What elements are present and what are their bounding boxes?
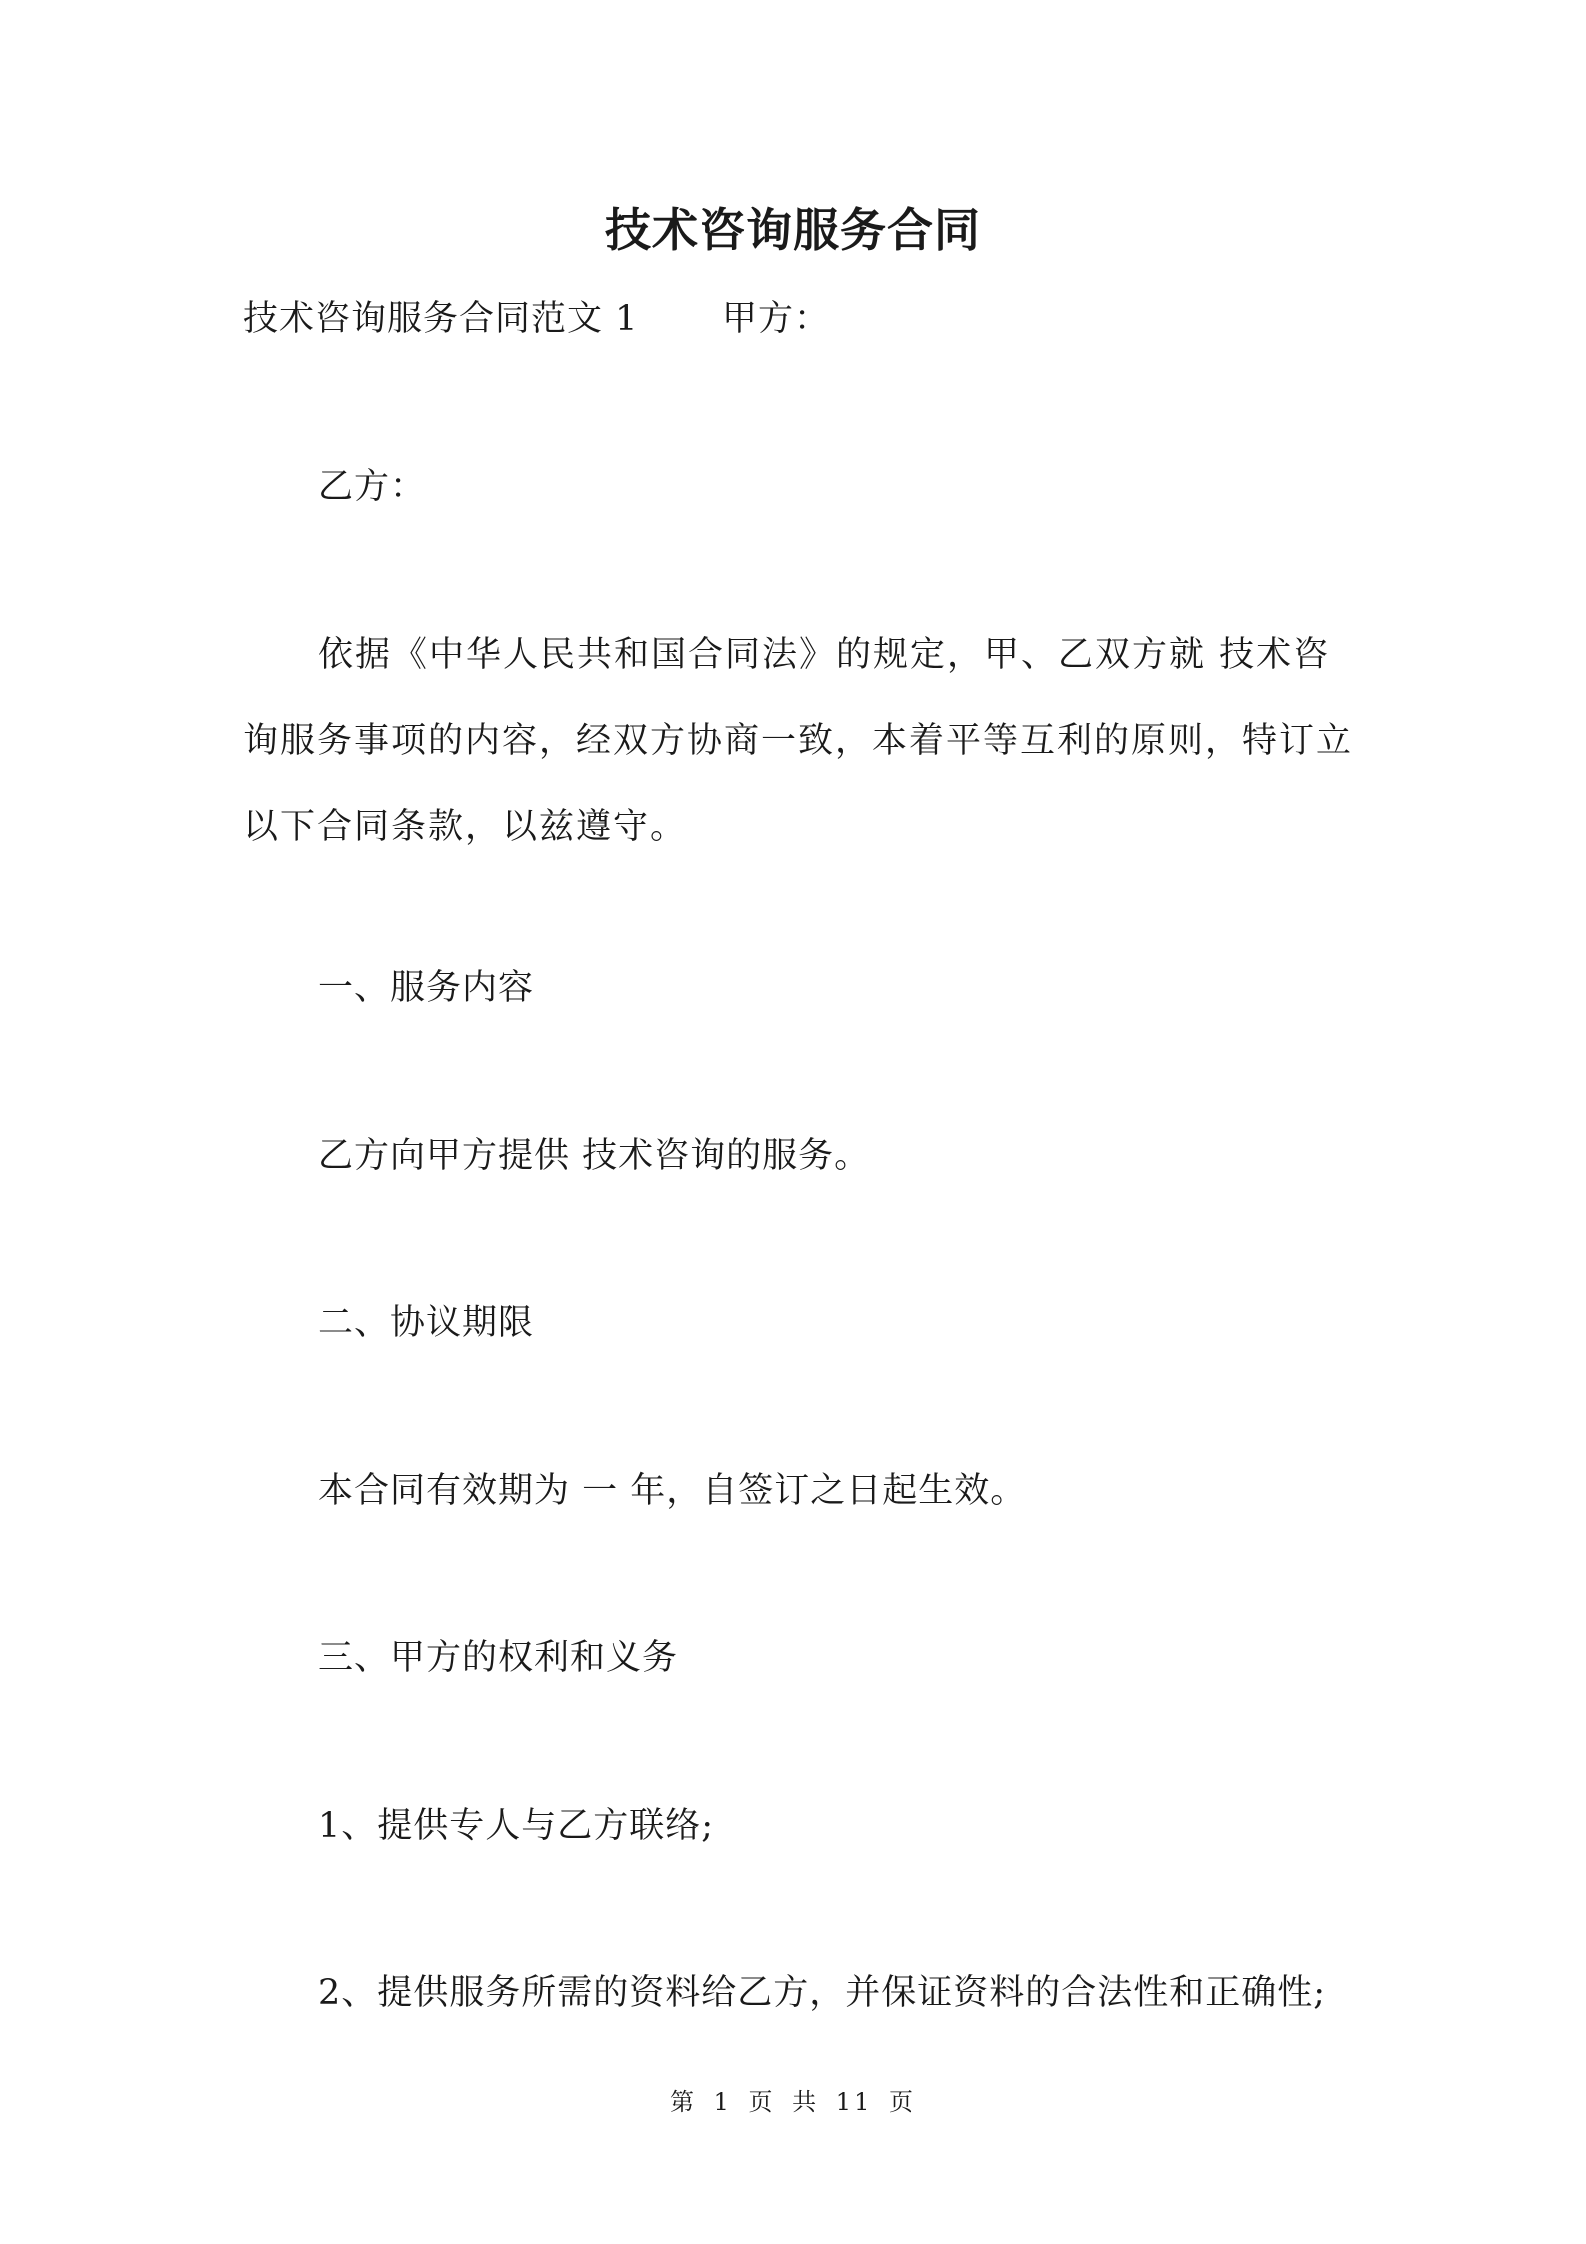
section-1-body: 乙方向甲方提供 技术咨询的服务。 bbox=[318, 1136, 871, 1176]
document-title: 技术咨询服务合同 bbox=[605, 203, 981, 257]
party-b-label: 乙方： bbox=[318, 467, 427, 507]
document-subtitle: 技术咨询服务合同范文 1 bbox=[243, 299, 639, 339]
page-indicator: 第 1 页 共 11 页 bbox=[670, 2088, 916, 2116]
section-3-heading: 三、甲方的权利和义务 bbox=[318, 1638, 679, 1678]
intro-paragraph: 依据《中华人民共和国合同法》的规定，甲、乙双方就 技术咨询服务事项的内容，经双方协商一致，本着平等互利的原则，特订立以下合同条款，以兹遵守。 bbox=[243, 635, 1354, 847]
section-2-body: 本合同有效期为 一 年，自签订之日起生效。 bbox=[318, 1471, 1027, 1511]
section-2-heading: 二、协议期限 bbox=[318, 1303, 535, 1343]
list-item-2: 2、提供服务所需的资料给乙方，并保证资料的合法性和正确性; bbox=[318, 1973, 1327, 2013]
party-a-label: 甲方： bbox=[722, 299, 831, 339]
section-1-heading: 一、服务内容 bbox=[318, 968, 535, 1008]
list-item-1: 1、提供专人与乙方联络; bbox=[318, 1806, 715, 1846]
